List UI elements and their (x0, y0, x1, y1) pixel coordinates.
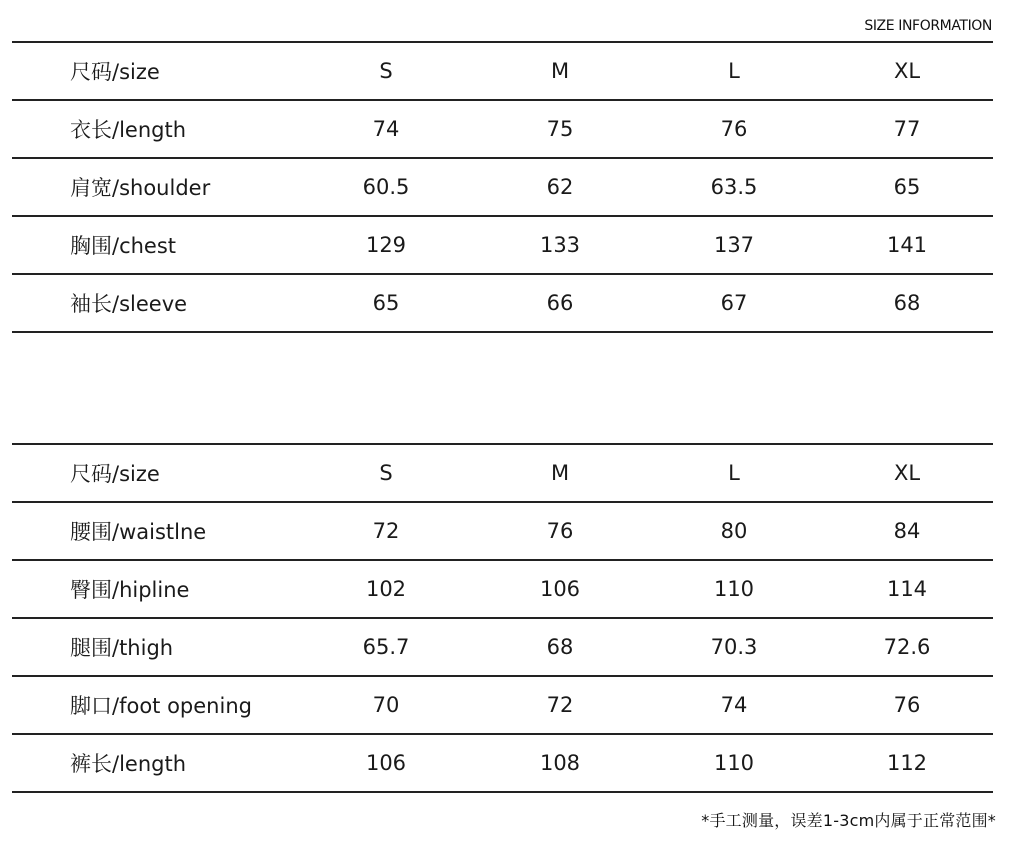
top-size-table (12, 41, 993, 333)
table-cell: 129 (299, 216, 473, 274)
table-row (12, 560, 993, 618)
table-cell: 72 (473, 676, 647, 734)
table-cell: 66 (473, 274, 647, 332)
table-cell: 76 (821, 676, 993, 734)
table-cell: 110 (647, 560, 821, 618)
table-cell: 65 (299, 274, 473, 332)
column-header-l: L (647, 444, 821, 502)
table-row (12, 274, 993, 332)
table-row (12, 158, 993, 216)
row-label: 腿围/thigh (12, 618, 299, 676)
table-row (12, 676, 993, 734)
table-cell: 67 (647, 274, 821, 332)
table-cell: 114 (821, 560, 993, 618)
table-row (12, 502, 993, 560)
row-label: 腰围/waistlne (12, 502, 299, 560)
table-cell: 84 (821, 502, 993, 560)
column-header-m: M (473, 444, 647, 502)
table-cell: 137 (647, 216, 821, 274)
row-label: 衣长/length (12, 100, 299, 158)
table-cell: 60.5 (299, 158, 473, 216)
table-cell: 63.5 (647, 158, 821, 216)
table-header-row (12, 444, 993, 502)
table-cell: 74 (647, 676, 821, 734)
table-cell: 75 (473, 100, 647, 158)
row-label: 臀围/hipline (12, 560, 299, 618)
table-row (12, 100, 993, 158)
row-label: 袖长/sleeve (12, 274, 299, 332)
measurement-footnote: *手工测量，误差1-3cm内属于正常范围* (701, 811, 996, 830)
column-header-xl: XL (821, 444, 993, 502)
row-label: 尺码/size (12, 444, 299, 502)
row-label: 尺码/size (12, 42, 299, 100)
table-row (12, 618, 993, 676)
table-cell: 80 (647, 502, 821, 560)
table-cell: 65.7 (299, 618, 473, 676)
column-header-s: S (299, 444, 473, 502)
size-information-label: SIZE INFORMATION (864, 18, 992, 34)
table-cell: 102 (299, 560, 473, 618)
table-cell: 68 (821, 274, 993, 332)
table-row (12, 734, 993, 792)
table-row (12, 216, 993, 274)
table-cell: 76 (647, 100, 821, 158)
table-cell: 106 (473, 560, 647, 618)
table-cell: 68 (473, 618, 647, 676)
row-label: 脚口/foot opening (12, 676, 299, 734)
table-cell: 70.3 (647, 618, 821, 676)
table-cell: 108 (473, 734, 647, 792)
row-label: 裤长/length (12, 734, 299, 792)
row-label: 肩宽/shoulder (12, 158, 299, 216)
table-cell: 72 (299, 502, 473, 560)
table-cell: 112 (821, 734, 993, 792)
column-header-m: M (473, 42, 647, 100)
table-cell: 133 (473, 216, 647, 274)
table-cell: 65 (821, 158, 993, 216)
table-cell: 110 (647, 734, 821, 792)
column-header-l: L (647, 42, 821, 100)
table-cell: 141 (821, 216, 993, 274)
table-cell: 74 (299, 100, 473, 158)
bottom-size-table (12, 443, 993, 793)
table-cell: 77 (821, 100, 993, 158)
table-cell: 76 (473, 502, 647, 560)
table-cell: 106 (299, 734, 473, 792)
column-header-xl: XL (821, 42, 993, 100)
table-header-row (12, 42, 993, 100)
table-cell: 72.6 (821, 618, 993, 676)
column-header-s: S (299, 42, 473, 100)
table-cell: 70 (299, 676, 473, 734)
row-label: 胸围/chest (12, 216, 299, 274)
table-cell: 62 (473, 158, 647, 216)
